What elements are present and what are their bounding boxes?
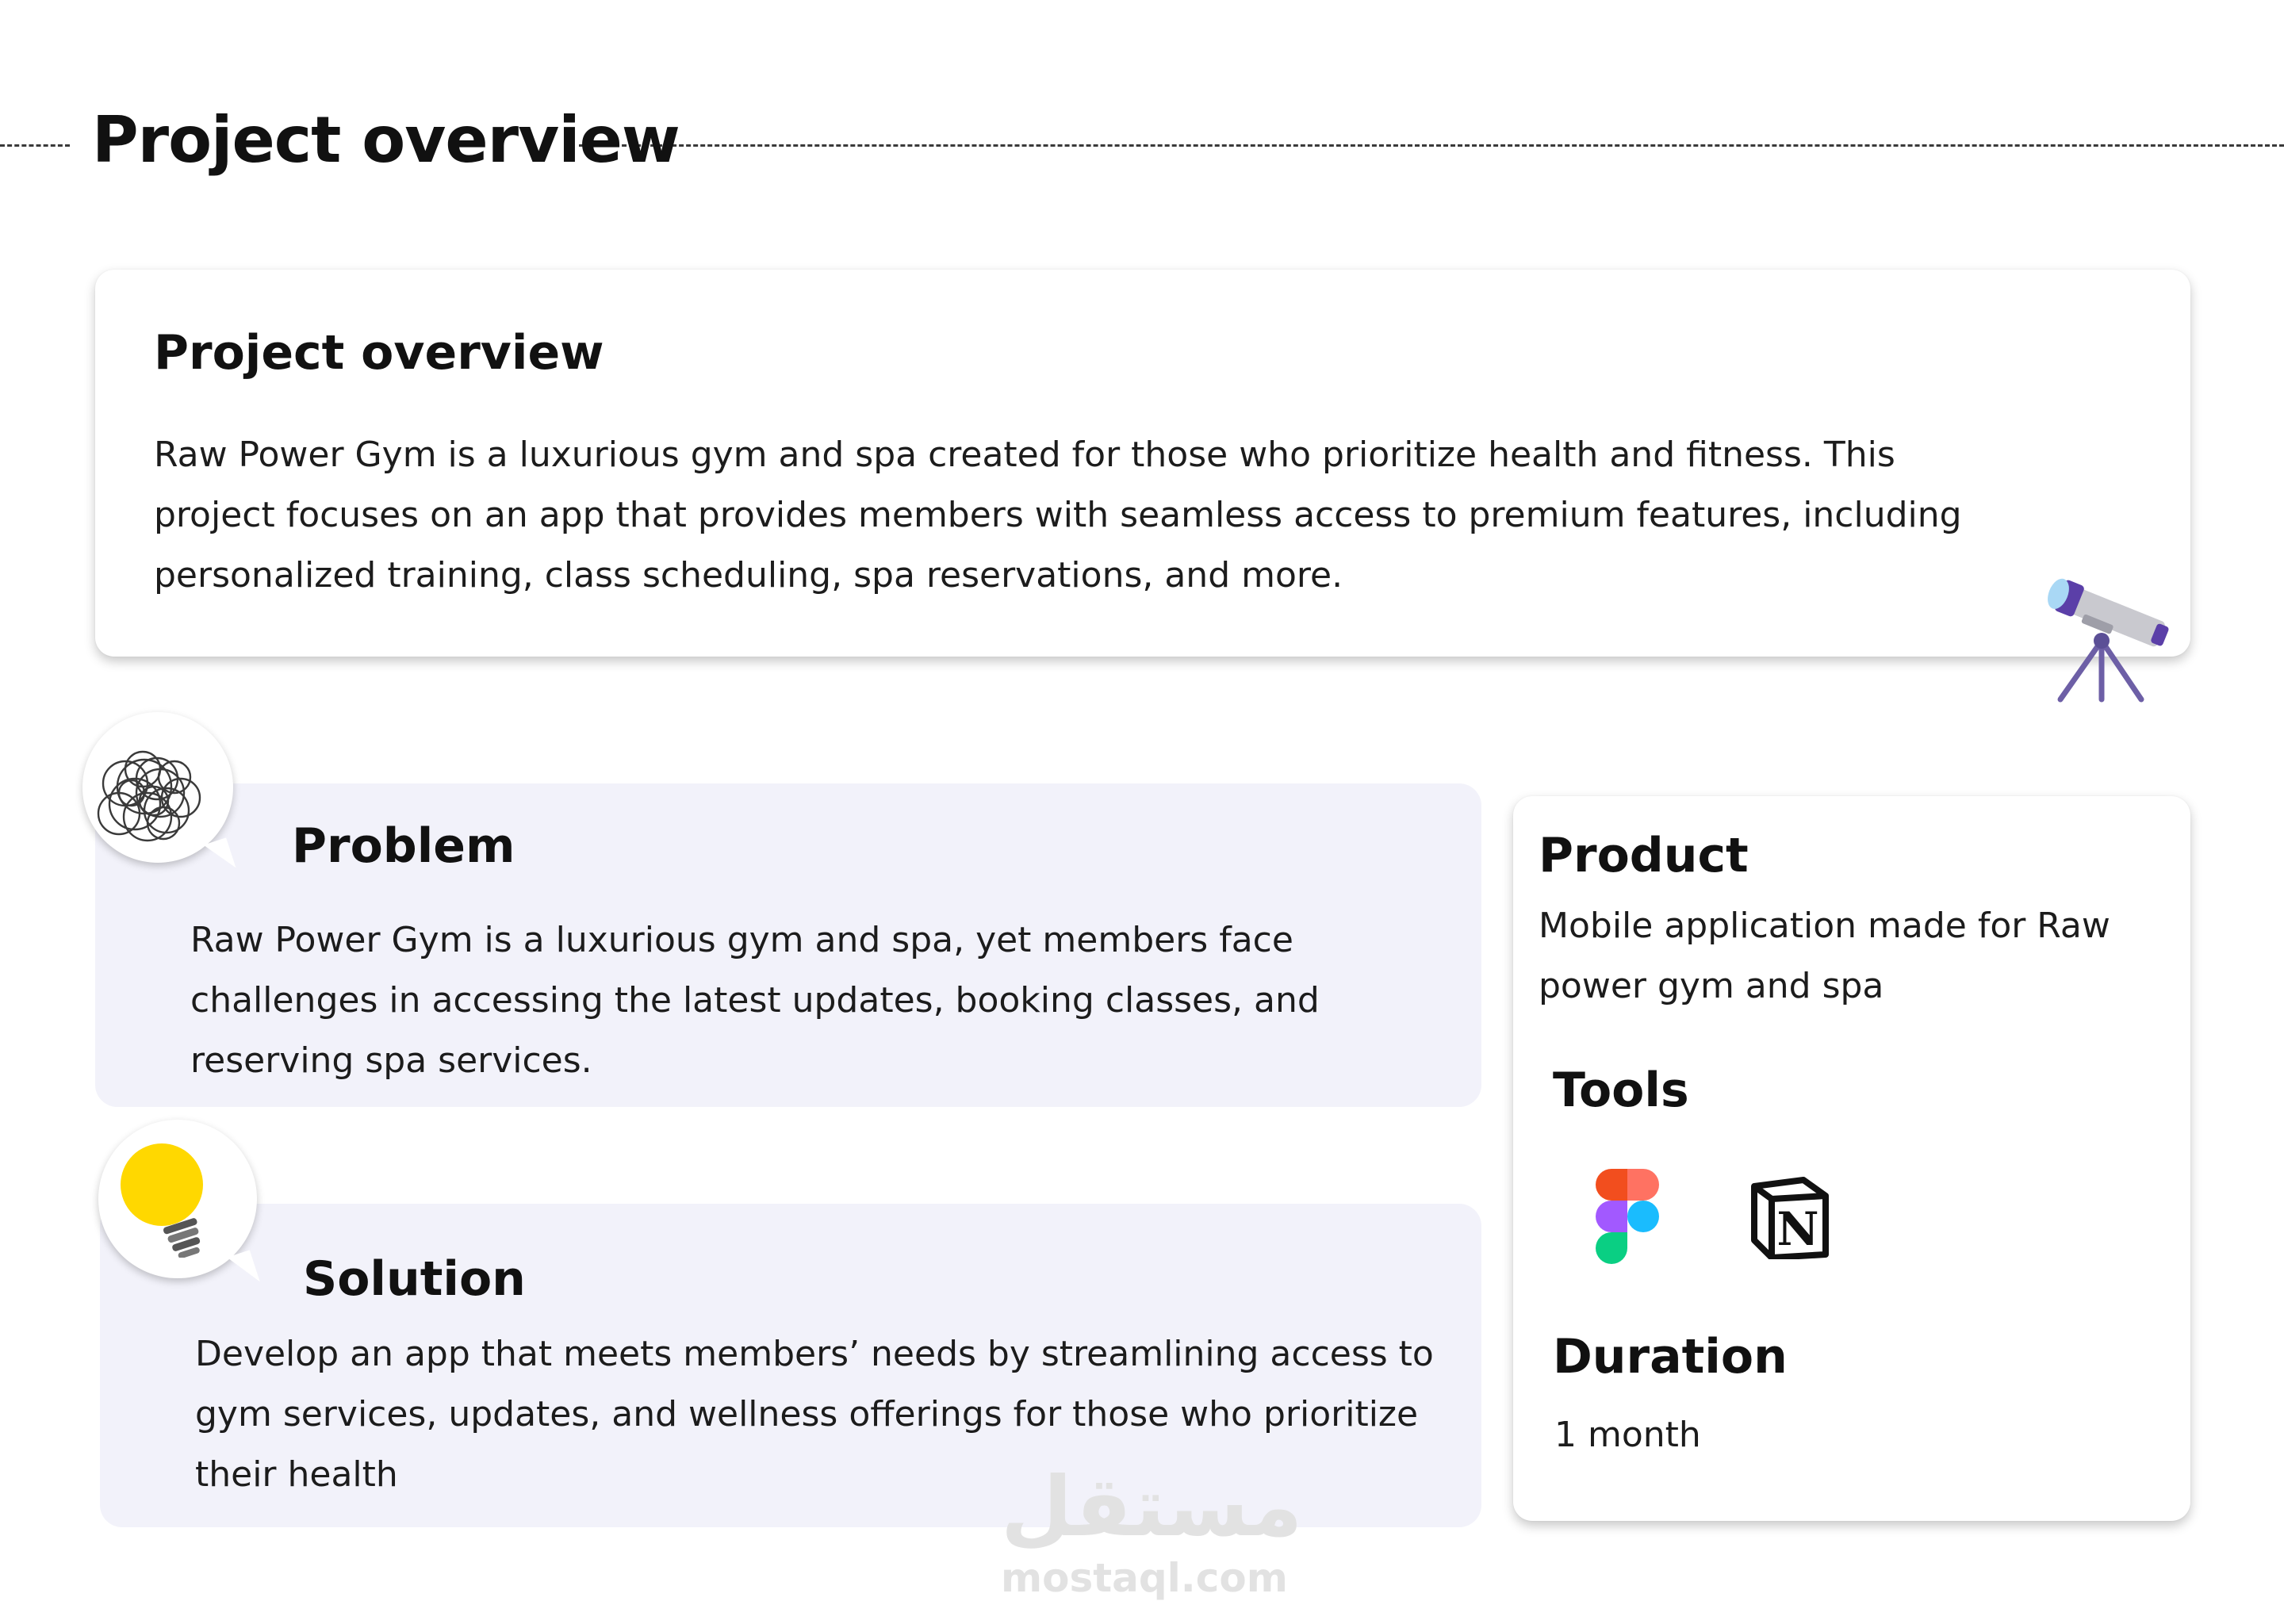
scribble-icon [87,737,214,856]
duration-value: 1 month [1554,1415,1701,1455]
tools-heading: Tools [1553,1063,1689,1118]
svg-text:N: N [1776,1202,1819,1256]
notion-icon [1748,1175,1830,1259]
duration-heading: Duration [1553,1329,1788,1385]
lightbulb-icon [119,1139,214,1258]
telescope-icon [2038,568,2181,710]
product-text: Mobile application made for Raw power gym and spa [1539,906,2110,1006]
solution-text: Develop an app that meets members’ needs by streamlining access to gym services, updates, and wellness offerings for those who prioritize their health [195,1334,1434,1495]
overview-heading: Project overview [154,325,604,381]
overview-text: Raw Power Gym is a luxurious gym and spa created for those who prioritize health and fitness. This project focuses on an app that provides members with seamless access to premium features, including personalized training, class scheduling, spa reservations, and more. [154,435,1962,596]
problem-text: Raw Power Gym is a luxurious gym and spa, yet members face challenges in accessing the latest updates, booking classes, and reserving spa services. [190,920,1320,1081]
watermark-latin: mostaql.com [1001,1555,1288,1601]
watermark-arabic: مستقل [1001,1458,1303,1555]
page-title: Project overview [92,103,680,177]
figma-icon [1596,1169,1659,1264]
solution-heading: Solution [303,1251,526,1307]
problem-heading: Problem [292,818,515,874]
product-heading: Product [1539,828,1749,883]
title-dashed-rule-left [0,144,70,147]
watermark [1001,1458,1303,1602]
title-dashed-rule-right [579,144,2284,147]
